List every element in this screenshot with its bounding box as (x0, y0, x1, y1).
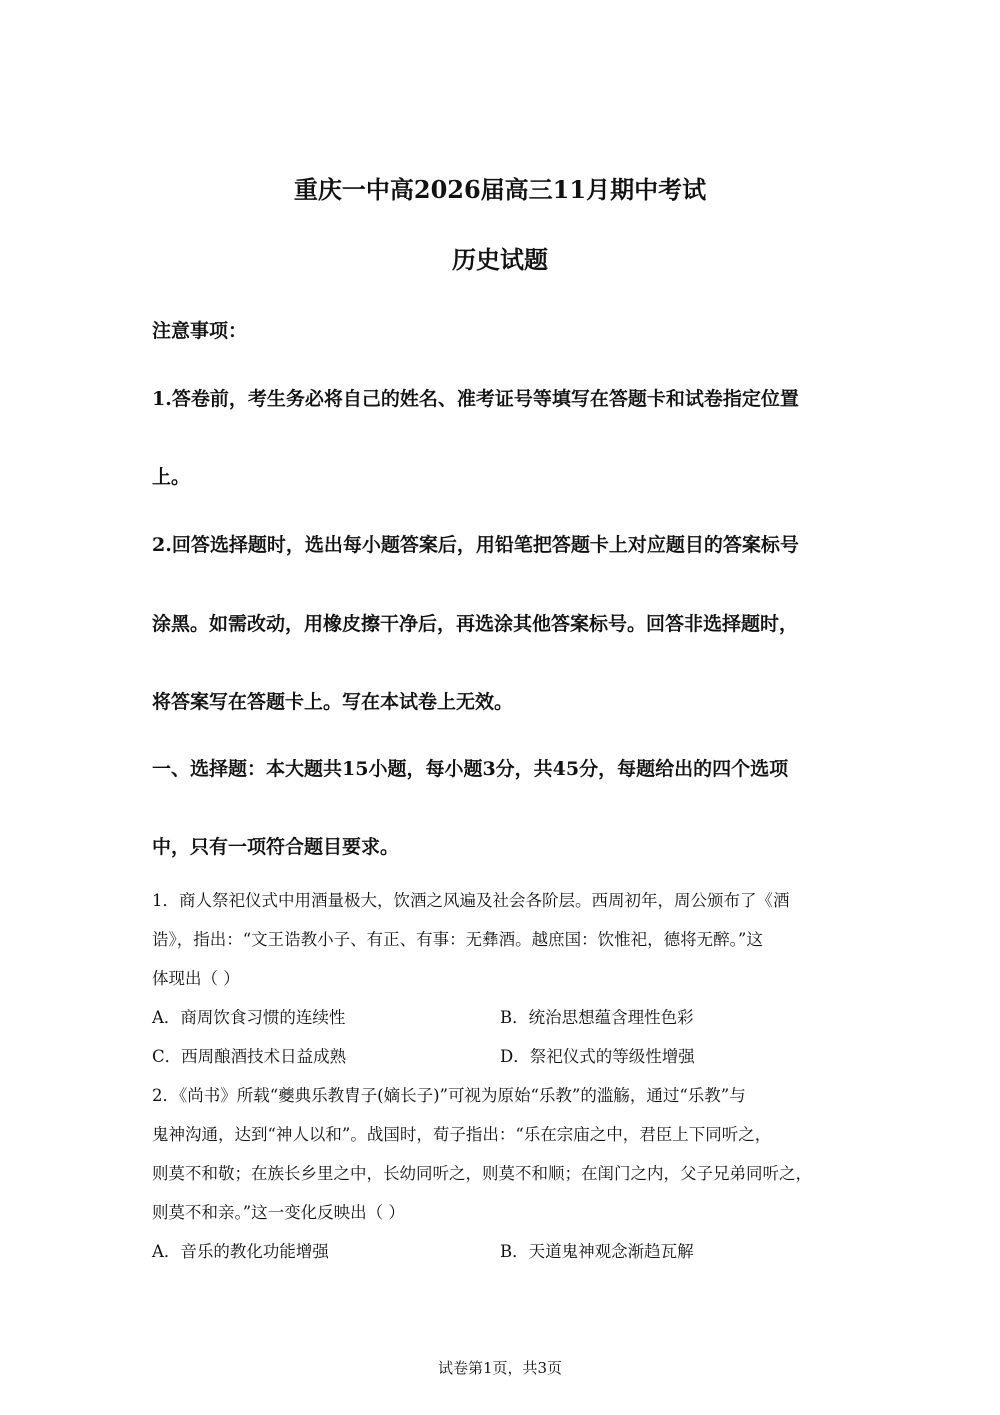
page-footer: 试卷第1页，共3页 (437, 1359, 563, 1377)
section-heading-cont: 中，只有一项符合题目要求。 (152, 836, 400, 858)
question-2-line: 2．《尚书》所载“夔典乐教胄子(嫡长子)”可视为原始“乐教”的滥觞，通过“乐教”与 (152, 1086, 746, 1105)
question-1-option-b: B．统治思想蕴含理性色彩 (500, 1008, 694, 1027)
exam-subtitle: 历史试题 (452, 245, 548, 274)
question-2-line: 则莫不和敬；在族长乡里之中，长幼同听之，则莫不和顺；在闺门之内，父子兄弟同听之， (152, 1164, 812, 1183)
question-2-line: 则莫不和亲。”这一变化反映出（ ） (152, 1203, 405, 1222)
notice-line: 2.回答选择题时，选出每小题答案后，用铅笔把答题卡上对应题目的答案标号 (152, 534, 799, 556)
question-2-option-a: A．音乐的教化功能增强 (152, 1242, 329, 1261)
question-1-option-c: C．西周酿酒技术日益成熟 (152, 1047, 347, 1066)
question-1-line: 诰》，指出：“文王诰教小子、有正、有事：无彝酒。越庶国：饮惟祀，德将无醉。”这 (152, 930, 763, 949)
notice-line: 1.答卷前，考生务必将自己的姓名、准考证号等填写在答题卡和试卷指定位置 (152, 388, 799, 410)
question-1-option-d: D．祭祀仪式的等级性增强 (500, 1047, 695, 1066)
question-1-option-a: A．商周饮食习惯的连续性 (152, 1008, 346, 1027)
question-2-option-b: B．天道鬼神观念渐趋瓦解 (500, 1242, 694, 1261)
notice-line: 将答案写在答题卡上。写在本试卷上无效。 (152, 691, 514, 713)
section-heading: 一、选择题：本大题共15小题，每小题3分，共45分，每题给出的四个选项 (152, 758, 789, 780)
notice-line: 上。 (152, 466, 191, 488)
exam-title: 重庆一中高2026届高三11月期中考试 (293, 175, 707, 204)
notice-line: 涂黑。如需改动，用橡皮擦干净后，再选涂其他答案标号。回答非选择题时， (152, 613, 799, 635)
question-1-line: 体现出（ ） (152, 969, 240, 988)
question-1-line: 1．商人祭祀仪式中用酒量极大，饮酒之风遍及社会各阶层。西周初年，周公颁布了《酒 (152, 891, 790, 910)
notice-heading: 注意事项： (152, 320, 248, 342)
question-2-line: 鬼神沟通，达到“神人以和”。战国时，荀子指出：“乐在宗庙之中，君臣上下同听之， (152, 1125, 772, 1144)
